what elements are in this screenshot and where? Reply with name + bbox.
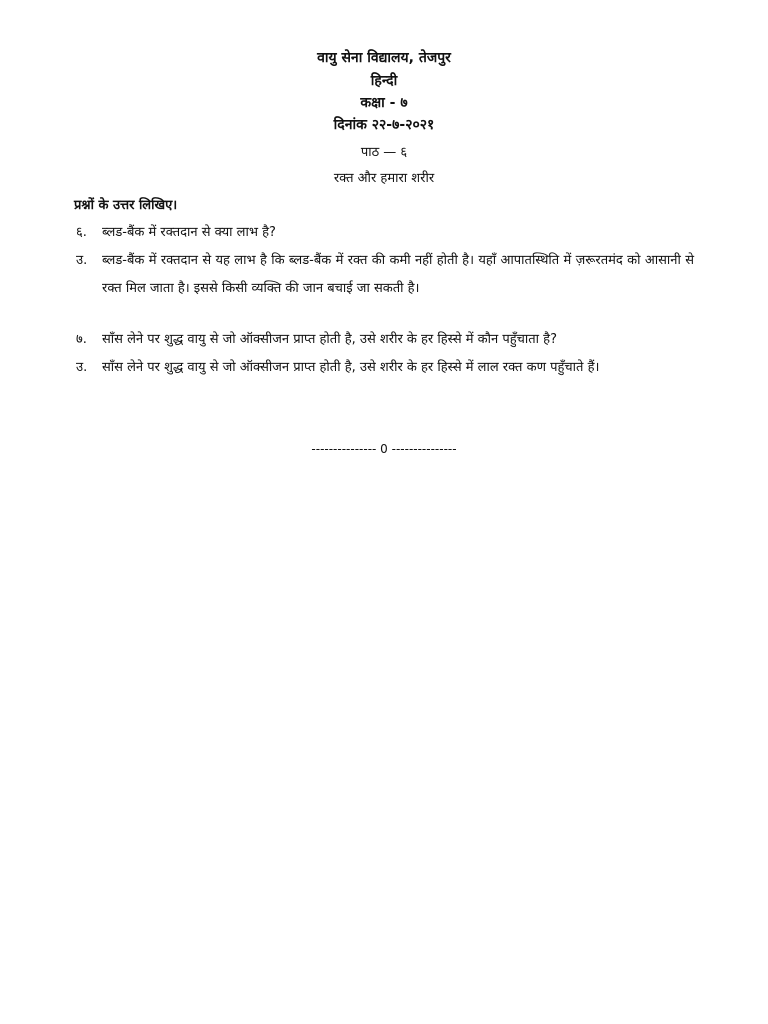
answer-marker: उ. — [76, 360, 88, 375]
subject-title: हिन्दी — [370, 73, 398, 89]
question-row — [76, 326, 694, 354]
lesson-number: पाठ — ६ — [360, 145, 408, 160]
answer-row — [76, 354, 694, 382]
qa-block-1 — [76, 219, 694, 303]
lesson-title: रक्त और हमारा शरीर — [333, 171, 435, 186]
answer-text: ब्लड-बैंक में रक्तदान से यह लाभ है कि ब्लड-बैंक में रक्त की कमी नहीं होती है। यहाँ आपातस्थिति में ज़रूरतमंद को आसानी से रक्त मिल जाता है। इससे किसी व्यक्ति की जान बचाई जा सकती है। — [102, 253, 694, 296]
answer-text: साँस लेने पर शुद्ध वायु से जो ऑक्सीजन प्राप्त होती है, उसे शरीर के हर हिस्से में लाल रक्त कण पहुँचाते हैं। — [102, 360, 600, 375]
qa-block-2 — [76, 326, 694, 382]
question-number: ६. — [76, 225, 87, 240]
question-row — [76, 219, 694, 247]
date-line: दिनांक २२-७-२०२१ — [333, 117, 435, 133]
answer-row — [76, 247, 694, 303]
answer-marker: उ. — [76, 253, 88, 268]
question-text: साँस लेने पर शुद्ध वायु से जो ऑक्सीजन प्राप्त होती है, उसे शरीर के हर हिस्से में कौन पहुँचाता है? — [102, 332, 557, 347]
school-name: वायु सेना विद्यालय, तेजपुर — [317, 50, 451, 66]
instruction-heading: प्रश्नों के उत्तर लिखिए। — [74, 198, 178, 213]
question-number: ७. — [76, 332, 87, 347]
question-text: ब्लड-बैंक में रक्तदान से क्या लाभ है? — [102, 225, 276, 240]
class-line: कक्षा - ७ — [360, 95, 408, 111]
end-divider: --------------- 0 --------------- — [311, 442, 457, 456]
